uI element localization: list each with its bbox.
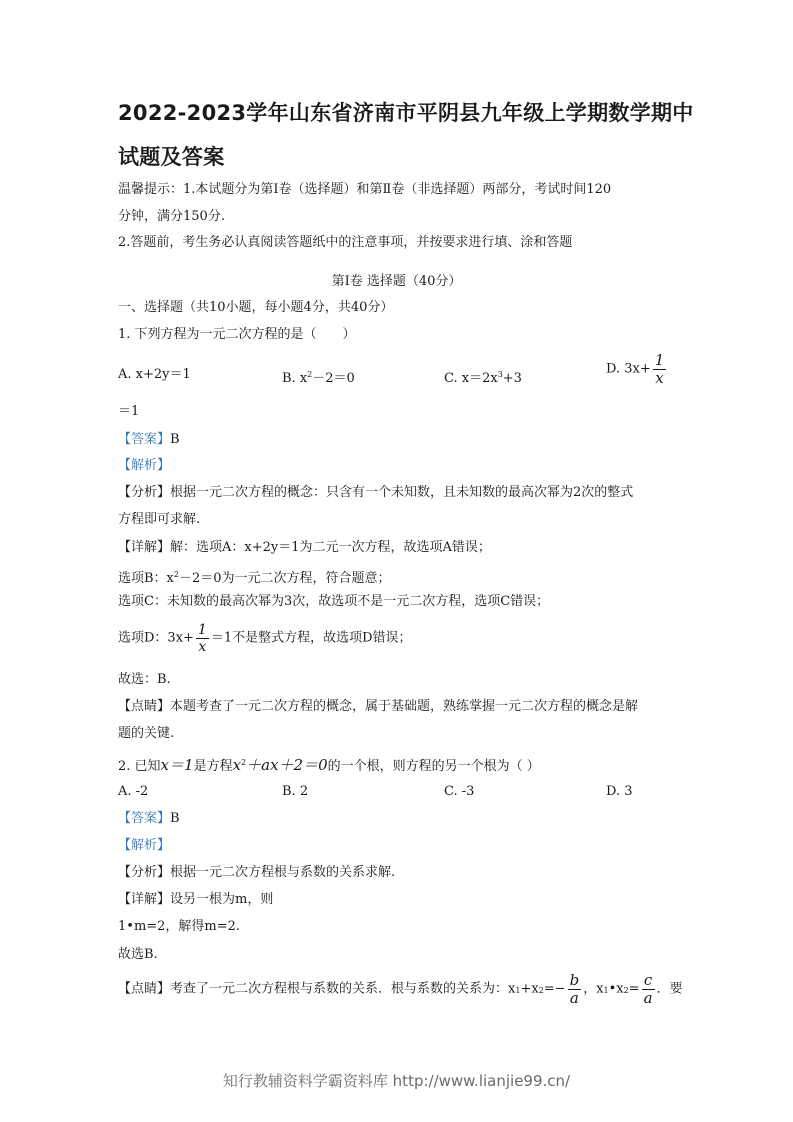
q2-calculation: 1•m=2，解得m=2.	[118, 919, 241, 934]
q1-answer: 【答案】B	[118, 432, 180, 447]
q2-choice: 故选B.	[118, 947, 158, 962]
q1-analysis-label: 【解析】	[118, 458, 171, 473]
q2-analysis-label: 【解析】	[118, 838, 171, 853]
q2-option-c: C. -3	[444, 784, 475, 799]
q1-option-d-continued: ＝1	[118, 404, 140, 419]
q2-fraction-c-over-a: $\frac{c}{a}$	[643, 971, 653, 1007]
q2-fenxi: 【分析】根据一元二次方程根与系数的关系求解.	[118, 865, 396, 880]
q2-xiangjie: 【详解】设另一根为m，则	[118, 892, 274, 907]
tips-line-1: 温馨提示：1.本试题分为第Ⅰ卷（选择题）和第Ⅱ卷（非选择题）两部分，考试时间120	[118, 182, 612, 197]
q1-option-b-explanation: 选项B：$x^2-2=0$为一元二次方程，符合题意；	[118, 570, 391, 586]
q2-answer: 【答案】B	[118, 811, 180, 826]
document-title-line-2: 试题及答案	[118, 145, 225, 169]
document-title-line-1: 2022-2023学年山东省济南市平阴县九年级上学期数学期中	[118, 101, 694, 125]
section-title: 第Ⅰ卷 选择题（40分）	[331, 274, 462, 289]
q1-option-c: C. $x=2x^3+3$	[444, 370, 522, 386]
q2-stem: 2. 已知x＝1是方程$x^2+ax+2=0$的一个根，则方程的另一个根为（ ）	[118, 756, 540, 774]
q1-option-d-explanation-fraction: $\frac{1}{x}$	[197, 622, 207, 655]
q2-option-b: B. 2	[282, 784, 309, 799]
q1-option-d-fraction: $\frac{1}{x}$	[654, 351, 665, 387]
q1-option-b: B. $x^2-2=0$	[282, 370, 355, 386]
q1-stem: 1. 下列方程为一元二次方程的是（ ）	[118, 327, 356, 342]
part-title: 一、选择题（共10小题，每小题4分，共40分）	[118, 300, 394, 315]
q1-dianjing-line-1: 【点睛】本题考查了一元二次方程的概念，属于基础题，熟练掌握一元二次方程的概念是解	[118, 699, 639, 714]
tips-line-3: 2.答题前，考生务必认真阅读答题纸中的注意事项，并按要求进行填、涂和答题	[118, 235, 573, 250]
q1-fenxi-line-2: 方程即可求解.	[118, 512, 201, 527]
q2-dianjing: 【点睛】考查了一元二次方程根与系数的关系．根与系数的关系为：$x_1+x_2=-$ $\frac{b}{a}$ ，$x_1•x_2=$ $\frac{c}{a}$ ．要	[118, 971, 683, 1007]
q1-dianjing-line-2: 题的关键.	[118, 726, 175, 741]
q1-xiangjie: 【详解】解：选项A：x+2y＝1为二元一次方程，故选项A错误；	[118, 540, 491, 555]
page-footer-watermark: 知行教辅资料学霸资料库 http://www.lianjie99.cn/	[222, 1072, 571, 1090]
q1-choice: 故选：B.	[118, 672, 171, 687]
q1-option-c-explanation: 选项C：未知数的最高次幂为3次，故选项不是一元二次方程，选项C错误；	[118, 594, 550, 609]
q2-fraction-b-over-a: $\frac{b}{a}$	[569, 971, 580, 1007]
q2-option-a: A. -2	[118, 784, 149, 799]
tips-line-2: 分钟，满分150分.	[118, 209, 225, 224]
q1-option-d-explanation: 选项D：3x+ $\frac{1}{x}$ ＝1不是整式方程，故选项D错误；	[118, 622, 412, 655]
q1-fenxi-line-1: 【分析】根据一元二次方程的概念：只含有一个未知数，且未知数的最高次幂为2次的整式	[118, 485, 634, 500]
q1-option-a: A. x+2y＝1	[118, 367, 191, 382]
q2-option-d: D. 3	[606, 784, 633, 799]
q1-option-d: D. 3x+ $\frac{1}{x}$	[606, 351, 665, 387]
